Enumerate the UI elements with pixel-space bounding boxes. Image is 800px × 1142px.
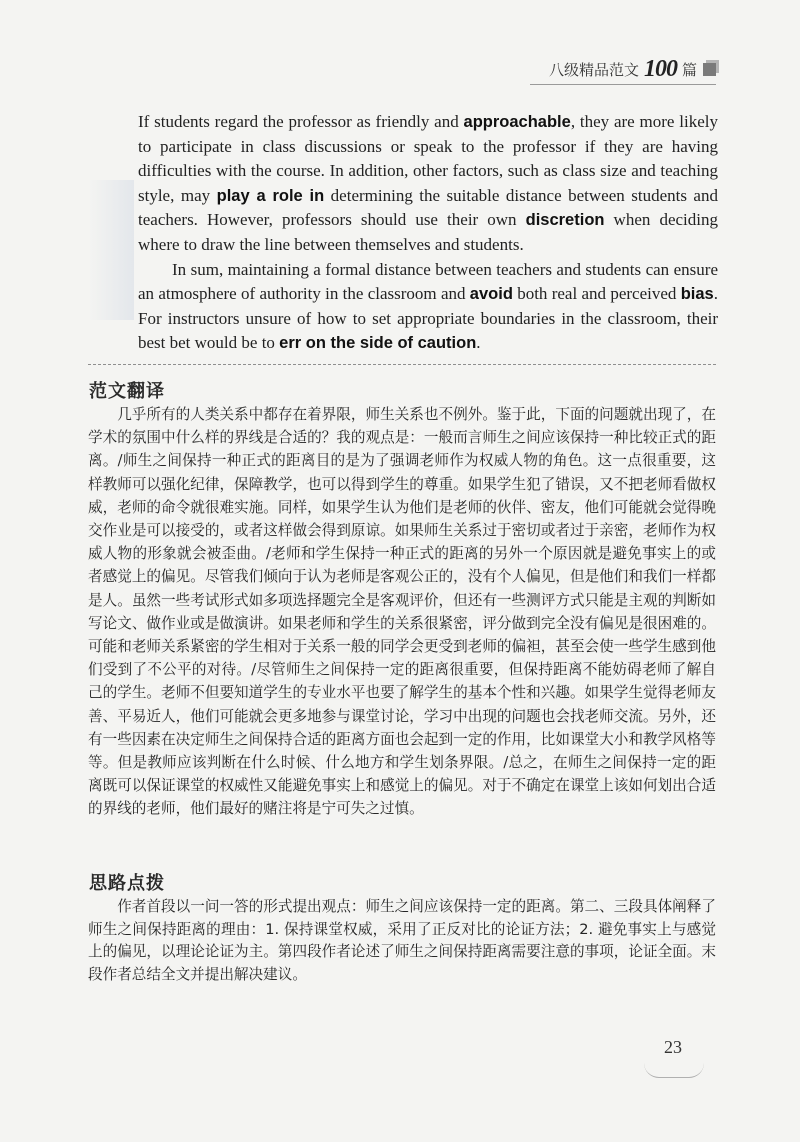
page-number: 23 <box>664 1037 682 1057</box>
header-decoration-icon <box>703 63 716 76</box>
analysis-body: 作者首段以一问一答的形式提出观点：师生之间应该保持一定的距离。第二、三段具体阐释了师生之间保持距离的理由：1. 保持课堂权威，采用了正反对比的论证方法；2. 避免事实上与感觉上的偏见，以理论论证为主。第四段作者论述了师生之间保持距离需要注意的事项，论证全面。末段作者总结全文并提出解决建议。 <box>88 898 716 983</box>
section-divider <box>88 364 716 365</box>
english-paragraph-2 <box>138 258 718 356</box>
translation-heading: 范文翻译 <box>89 381 165 402</box>
header-book-title: 八级精品范文 <box>548 61 639 79</box>
text-run: If students regard the professor as friendly and <box>138 112 464 131</box>
vocab-highlight: discretion <box>525 211 605 230</box>
vocab-highlight: play a role in <box>216 186 325 205</box>
english-essay <box>138 110 718 356</box>
running-header <box>549 56 716 83</box>
vocab-highlight: err on the side of caution <box>279 334 477 353</box>
text-run: determining the suitable distance between students and teachers. However, professors should use their own <box>138 185 718 230</box>
text-run: In sum, maintaining a formal distance between teachers and students can ensure an atmosphere of authority in the classroom and <box>138 259 718 304</box>
text-run: both real and perceived <box>512 284 681 304</box>
analysis-heading: 思路点拨 <box>89 873 165 894</box>
margin-shade <box>88 180 134 320</box>
translation-body: 几乎所有的人类关系中都存在着界限，师生关系也不例外。鉴于此，下面的问题就出现了，在学术的氛围中什么样的界线是合适的？我的观点是：一般而言师生之间应该保持一种比较正式的距离。/师生之间保持一种正式的距离目的是为了强调老师作为权威人物的角色。这一点很重要，这样教师可以强化纪律，保障教学，也可以得到学生的尊重。如果学生犯了错误，又不把老师看做权威，老师的命令就很难实施。同样，如果学生认为他们是老师的伙伴、密友，他们可能就会觉得晚交作业是可以接受的，或者这样做会得到原谅。如果师生关系过于密切或者过于亲密，老师作为权威人物的形象就会被歪曲。/老师和学生保持一种正式的距离的另外一个原因就是避免事实上的或者感觉上的偏见。尽管我们倾向于认为老师是客观公正的，没有个人偏见，但是他们和我们一样都是人。虽然一些考试形式如多项选择题完全是客观评价，但还有一些测评方式只能是主观的判断如写论文、做作业或是做演讲。如果老师和学生的关系很紧密，评分做到完全没有偏见是很困难的。可能和老师关系紧密的学生相对于关系一般的同学会更受到老师的偏袒，甚至会使一些学生感到他们受到了不公平的对待。/尽管师生之间保持一定的距离很重要，但保持距离不能妨碍老师了解自己的学生。老师不但要知道学生的专业水平也要了解学生的基本个性和兴趣。如果学生觉得老师友善、平易近人，他们可能就会更多地参与课堂讨论，学习中出现的问题也会找老师交流。另外，还有一些因素在决定师生之间保持合适的距离方面也会起到一定的作用，比如课堂大小和教学风格等等。但是教师应该判断在什么时候、什么地方和学生划条界限。/总之，在师生之间保持一定的距离既可以保证课堂的权威性又能避免事实上和感觉上的偏见。对于不确定在课堂上该如何划出合适的界线的老师，他们最好的赌注将是宁可失之过慎。 <box>88 406 716 818</box>
vocab-highlight: approachable <box>463 113 571 131</box>
text-run: . <box>476 333 481 353</box>
header-rule <box>530 84 716 85</box>
header-suffix: 篇 <box>681 61 697 79</box>
vocab-highlight: bias <box>680 285 714 304</box>
footer-ornament <box>644 1063 704 1078</box>
english-paragraph-1 <box>138 110 718 258</box>
vocab-highlight: avoid <box>469 285 513 304</box>
text-run: , they are more likely to participate in class discussions or speak to the professor if they are having difficulties with the course. In addition, other factors, such as class size and teaching style, may <box>138 112 718 205</box>
header-number: 100 <box>643 56 677 82</box>
text-run: when deciding where to draw the line between themselves and students. <box>138 210 718 254</box>
text-run: . For instructors unsure of how to set appropriate boundaries in the classroom, their best bet would be to <box>138 284 718 353</box>
